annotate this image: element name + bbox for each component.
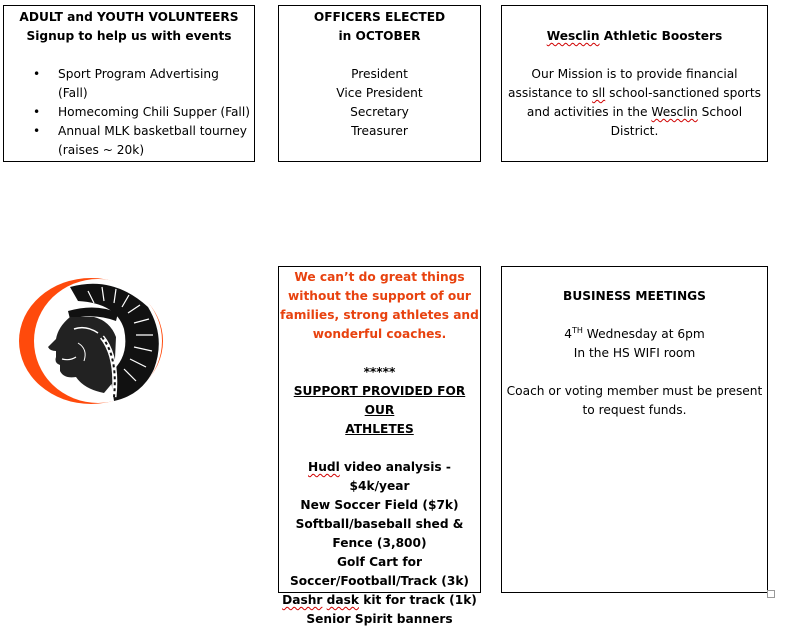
support-quote: We can’t do great things without the support of our families, strong athletes and wonderful coaches. [280, 270, 479, 341]
officer-role: Secretary [350, 105, 409, 119]
meeting-note: Coach or voting member must be present to request funds. [506, 384, 763, 417]
list-item: • Sport Program Advertising (Fall) [58, 65, 254, 103]
separator-stars: ***** [363, 365, 396, 379]
list-item: Senior Spirit banners [306, 612, 453, 626]
officers-subheading: in OCTOBER [338, 29, 421, 43]
officers-heading: OFFICERS ELECTED [313, 10, 446, 24]
resize-handle[interactable] [767, 590, 775, 598]
volunteers-subheading: Signup to help us with events [26, 29, 232, 43]
meeting-room: In the HS WIFI room [573, 346, 696, 360]
mission-statement: Our Mission is to provide financial assistance to sll school-sanctioned sports and activities in the Wesclin School District. [508, 67, 761, 138]
officer-role: Treasurer [351, 124, 408, 138]
warrior-head-icon [18, 277, 164, 405]
meetings-box [501, 266, 768, 593]
list-item: Fence (3,800) [332, 536, 427, 550]
list-item: Softball/baseball shed & [295, 517, 464, 531]
meeting-day: 4TH Wednesday at 6pm [564, 325, 705, 341]
list-item: Soccer/Football/Track (3k) [290, 574, 469, 588]
list-item: Hudl video analysis - $4k/year [308, 460, 451, 493]
mission-box [501, 5, 768, 162]
officer-role: President [351, 67, 408, 81]
support-list [279, 458, 480, 629]
volunteers-heading: ADULT and YOUTH VOLUNTEERS [19, 10, 239, 24]
list-item: Dashr dask kit for track (1k) [282, 593, 477, 607]
list-item: • Homecoming Chili Supper (Fall) [58, 103, 254, 122]
meetings-heading: BUSINESS MEETINGS [563, 289, 706, 303]
volunteer-events-list [4, 65, 254, 160]
team-logo [18, 277, 164, 405]
support-box [278, 266, 481, 626]
list-item: Golf Cart for [336, 555, 423, 569]
list-item: New Soccer Field ($7k) [300, 498, 459, 512]
list-item: • Annual MLK basketball tourney (raises ~ 20k) [58, 122, 254, 160]
volunteers-box [3, 5, 255, 162]
officer-role: Vice President [336, 86, 423, 100]
mission-title: Wesclin Athletic Boosters [546, 29, 723, 43]
support-heading: SUPPORT PROVIDED FOR OUR ATHLETES [293, 384, 466, 436]
officers-box [278, 5, 481, 162]
